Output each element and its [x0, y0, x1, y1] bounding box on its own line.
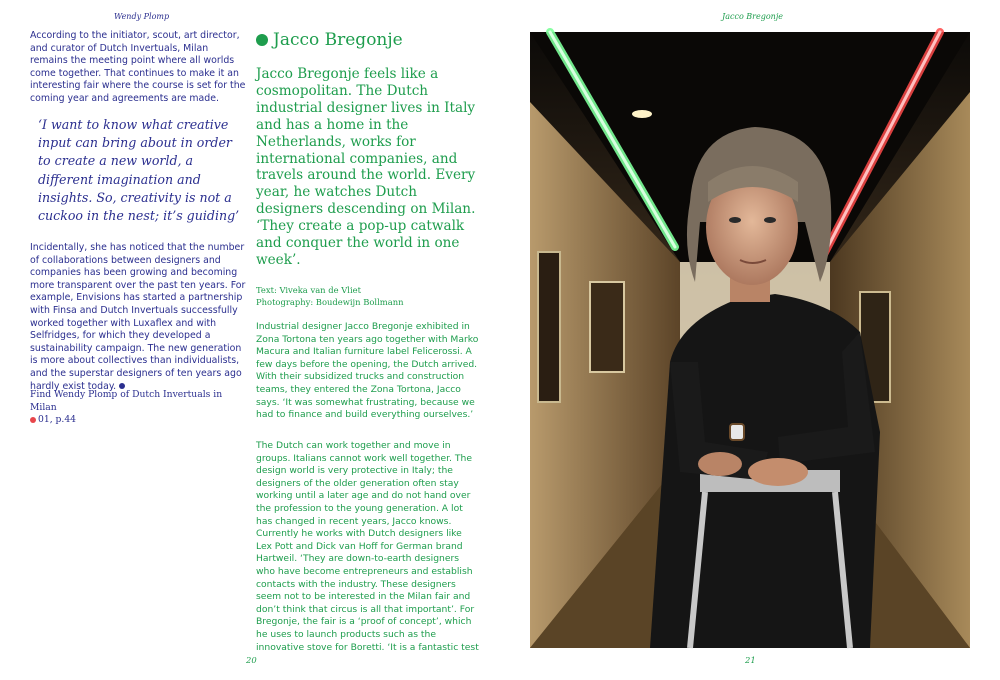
right-page-number: 21 — [745, 655, 756, 665]
left-paragraph-2 — [30, 242, 246, 393]
left-running-head: Wendy Plomp — [114, 12, 170, 21]
credit-text: Text: Viveka van de Vliet — [256, 285, 361, 295]
find-line: Find Wendy Plomp of Dutch Invertuals in Milan — [30, 389, 223, 413]
find-ref: 01, p.44 — [38, 414, 77, 426]
right-running-head: Jacco Bregonje — [722, 12, 784, 21]
article-title — [256, 30, 403, 50]
left-paragraph-1: According to the initiator, scout, art director, and curator of Dutch Invertuals, Milan remains the meeting point where all worlds come together. That continues to make it an interesting fair where the course is set for the coming year and agreements are made. — [30, 30, 246, 104]
portrait-illustration — [530, 32, 970, 648]
left-paragraph-2-text: Incidentally, she has noticed that the number of collaborations between designers and companies has been growing and becoming more transparent over the past ten years. For example, Envisions has started a partnership with Finsa and Dutch Invertuals successfully worked together with Luxaflex and with Selfridges, for which they developed a sustainability campaign. The new generation is more about collectives than individualists, and the superstar designers of ten years ago hardly exist today. — [30, 242, 246, 392]
body-paragraph-2: The Dutch can work together and move in groups. Italians cannot work well together. The design world is very protective in Italy; the designers of the older generation often stay working until a later age and do not hand over the profession to the young generation. A lot has changed in recent years, Jacco knows. Currently he works with Dutch designers like Lex Pott and Dick van Hoff for German brand Hartweil. ‘They are down-to-earth designers who have become entrepreneurs and establish contacts with the industry. These designers seem not to be interested in the Milan fair and don’t think that circus is all that important’. For Bregonje, the fair is a ‘proof of concept’, which he uses to launch products such as the innovative stove for Boretti. ‘It is a fantastic test — [256, 440, 479, 653]
find-reference — [30, 389, 246, 427]
intro-paragraph: Jacco Bregonje feels like a cosmopolitan. The Dutch industrial designer lives in Italy and has a home in the Netherlands, works for international companies, and travels around the world. Every year, he watches Dutch designers descending on Milan. ‘They create a pop-up catwalk and conquer the world in one week’. — [256, 66, 476, 268]
title-dot-icon — [256, 34, 268, 46]
body-paragraph-1: Industrial designer Jacco Bregonje exhibited in Zona Tortona ten years ago together with Marko Macura and Italian furniture label Felicerossi. A few days before the opening, the Dutch arrived. With their subsidized trucks and construction teams, they entered the Zona Tortona, Jacco says. ‘It was somewhat frustrating, because we had to finance and build everything ourselves.’ — [256, 321, 479, 421]
portrait-photo — [530, 32, 970, 648]
left-page-number: 20 — [246, 655, 257, 665]
location-dot-icon — [30, 417, 36, 423]
article-title-text: Jacco Bregonje — [273, 30, 403, 50]
pull-quote: ‘I want to know what creative input can bring about in order to create a new world, a different imagination and insights. So, creativity is not a cuckoo in the nest; it’s guiding’ — [38, 117, 240, 224]
credits — [256, 285, 480, 308]
credit-photo: Photography: Boudewijn Bollmann — [256, 296, 404, 307]
